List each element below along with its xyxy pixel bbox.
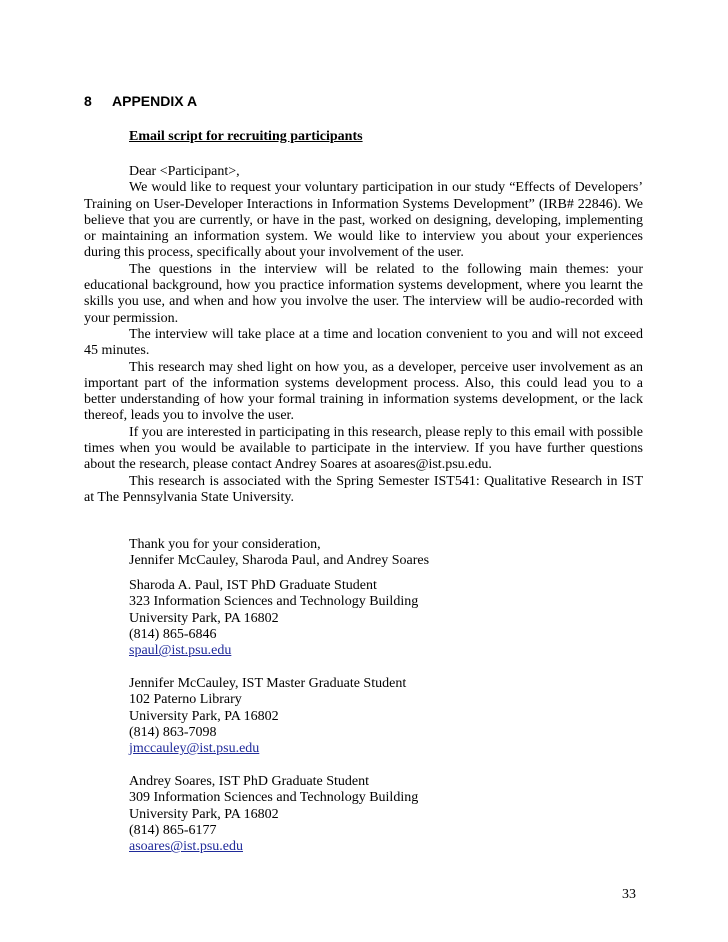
paragraph-benefits: This research may shed light on how you, as a developer, perceive user involvement as an important part of the information systems development process. Also, this could lead you to a better understanding of how your formal training in information systems development, or the lack thereof, leads you to involve the user.: [84, 359, 643, 424]
closing-signatories: Jennifer McCauley, Sharoda Paul, and Andrey Soares: [129, 553, 430, 569]
section-heading: [84, 93, 197, 110]
section-number: 8: [84, 93, 92, 109]
paragraph-request: We would like to request your voluntary participation in our study “Effects of Developers’ Training on User-Developer Interactions in Information Systems Development” (IRB# 22846). We believe that you are currently, or have in the past, worked on designing, developing, implementing or maintaining an information system. We would like to interview you about your experiences during this process, specifically about your involvement of the user.: [84, 180, 643, 261]
contact-city: University Park, PA 16802: [129, 610, 279, 626]
contact-office: 102 Paterno Library: [129, 692, 242, 708]
contact-card: [129, 578, 418, 659]
contact-phone: (814) 865-6177: [129, 822, 217, 838]
contact-city: University Park, PA 16802: [129, 806, 279, 822]
contact-email-link[interactable]: spaul@ist.psu.edu: [129, 643, 232, 659]
contact-office: 309 Information Sciences and Technology Building: [129, 790, 419, 806]
page-number: 33: [622, 887, 636, 902]
email-body: [84, 164, 643, 506]
email-script-title: Email script for recruiting participants: [129, 129, 363, 144]
contact-phone: (814) 863-7098: [129, 724, 217, 740]
paragraph-logistics: The interview will take place at a time and location convenient to you and will not exceed 45 minutes.: [84, 326, 643, 359]
contact-name-title: Andrey Soares, IST PhD Graduate Student: [129, 774, 370, 789]
closing-thanks: Thank you for your consideration,: [129, 537, 321, 552]
paragraph-course: This research is associated with the Spring Semester IST541: Qualitative Research in IST at The Pennsylvania State University.: [84, 473, 643, 505]
paragraph-questions: The questions in the interview will be related to the following main themes: your educational background, how you practice information systems development, where you learnt the skills you use, and when and how you involve the user. The interview will be audio-recorded with your permission.: [84, 261, 643, 326]
contact-email-link[interactable]: jmccauley@ist.psu.edu: [129, 741, 260, 757]
contact-phone: (814) 865-6846: [129, 626, 217, 642]
contact-city: University Park, PA 16802: [129, 708, 279, 724]
contact-card: [129, 774, 418, 855]
contact-office: 323 Information Sciences and Technology Building: [129, 594, 419, 610]
salutation: Dear <Participant>,: [129, 164, 240, 179]
contact-name-title: Sharoda A. Paul, IST PhD Graduate Student: [129, 578, 377, 593]
contact-card: [129, 676, 406, 757]
closing-block: [129, 537, 429, 570]
contact-email-link[interactable]: asoares@ist.psu.edu: [129, 839, 243, 855]
section-title: APPENDIX A: [112, 93, 198, 109]
paragraph-reply: If you are interested in participating in this research, please reply to this email with possible times when you would be available to participate in the interview. If you have further questions about the research, please contact Andrey Soares at asoares@ist.psu.edu.: [84, 424, 643, 473]
contact-name-title: Jennifer McCauley, IST Master Graduate Student: [129, 676, 407, 691]
